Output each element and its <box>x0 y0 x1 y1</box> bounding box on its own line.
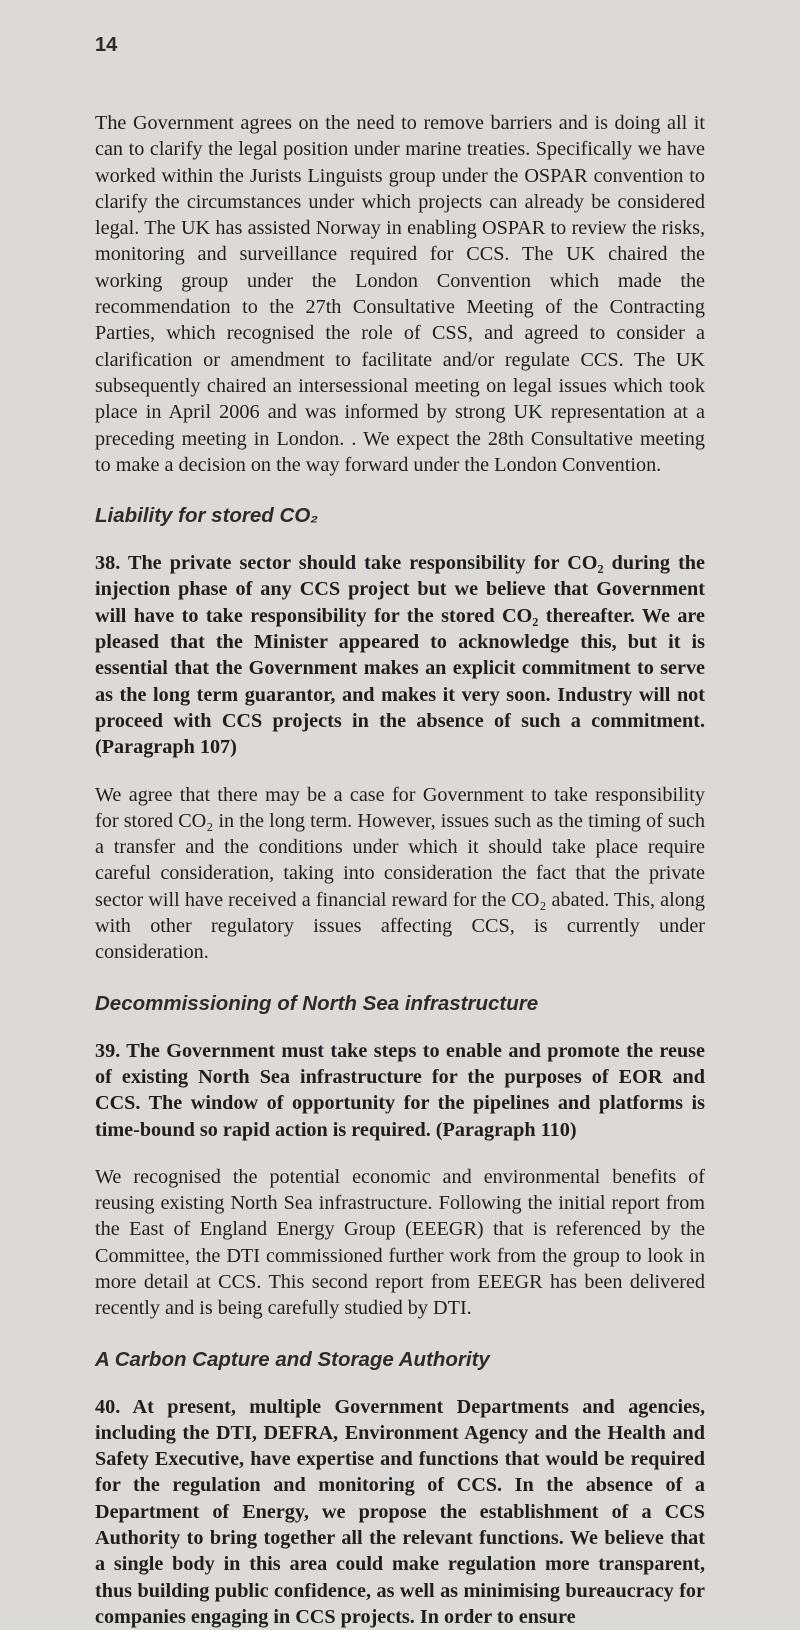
recommendation-40: 40. At present, multiple Government Departments and agencies, including the DTI, DEFRA, Environment Agency and the Health and Safety Executive, have expertise and functions that would be required for the regulation and monitoring of CCS. In the absence of a Department of Energy, we propose the establishment of a CCS Authority to bring together all the relevant functions. We believe that a single body in this area could make regulation more transparent, thus building public confidence, as well as minimising bureaucracy for companies engaging in CCS projects. In order to ensure <box>95 1395 705 1628</box>
recommendation-39: 39. The Government must take steps to enable and promote the reuse of existing North Sea infrastructure for the purposes of EOR and CCS. The window of opportunity for the pipelines and platforms is time-bound so rapid action is required. (Paragraph 110) <box>95 1039 705 1141</box>
section-heading-liability: Liability for stored CO₂ <box>95 504 319 528</box>
recommendation-38: 38. The private sector should take responsibility for CO₂ during the injection phase of any CCS project but we believe that Government will have to take responsibility for the stored CO₂ thereafter. We are pleased that the Minister appeared to acknowledge this, but it is essential that the Government makes an explicit commitment to serve as the long term guarantor, and makes it very soon. Industry will not proceed with CCS projects in the absence of such a commitment. (Paragraph 107) <box>95 552 705 759</box>
section-heading-ccs-authority: A Carbon Capture and Storage Authority <box>95 1347 490 1371</box>
response-39: We recognised the potential economic and environmental benefits of reusing existing North Sea infrastructure. Following the initial report from the East of England Energy Group (EEEGR) that is referenced by the Committee, the DTI commissioned further work from the group to look in more detail at CCS. This second report from EEEGR has been delivered recently and is being carefully studied by DTI. <box>95 1165 705 1320</box>
response-38: We agree that there may be a case for Government to take responsibility for stored CO₂ in the long term. However, issues such as the timing of such a transfer and the conditions under which it should take place require careful consideration, taking into consideration the fact that the private sector will have received a financial reward for the CO₂ abated. This, along with other regulatory issues affecting CCS, is currently under consideration. <box>95 783 705 964</box>
page-number: 14 <box>95 34 118 56</box>
page-content <box>95 110 705 1630</box>
section-heading-decommissioning: Decommissioning of North Sea infrastructure <box>95 991 539 1015</box>
body-paragraph: The Government agrees on the need to remove barriers and is doing all it can to clarify the legal position under marine treaties. Specifically we have worked within the Jurists Linguists group under the OSPAR convention to clarify the circumstances under which projects can already be considered legal. The UK has assisted Norway in enabling OSPAR to review the risks, monitoring and surveillance required for CCS. The UK chaired the working group under the London Convention which made the recommendation to the 27th Consultative Meeting of the Contracting Parties, which recognised the role of CSS, and agreed to consider a clarification or amendment to facilitate and/or regulate CCS. The UK subsequently chaired an intersessional meeting on legal issues which took place in April 2006 and was informed by strong UK representation at a preceding meeting in London. . We expect the 28th Consultative meeting to make a decision on the way forward under the London Convention. <box>95 112 705 476</box>
